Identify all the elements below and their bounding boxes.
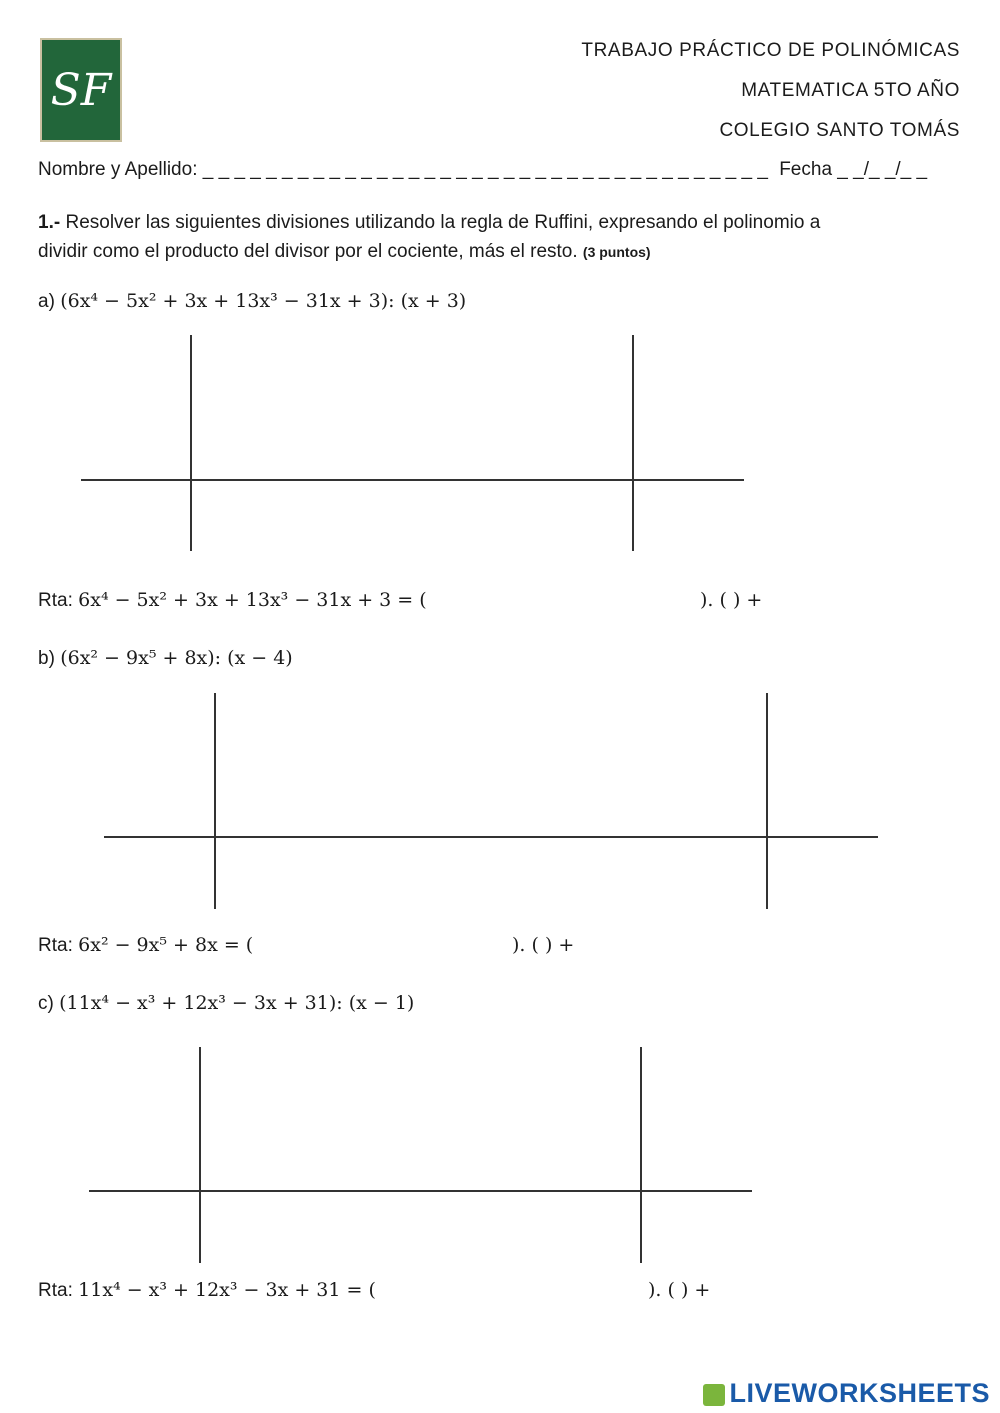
- item-b-expression: (6x² − 9x⁵ + 8x): (x − 4): [60, 647, 293, 669]
- item-c: [38, 992, 414, 1015]
- school-name: COLEGIO SANTO TOMÁS: [719, 120, 960, 141]
- item-b: [38, 647, 293, 670]
- answer-b-tail[interactable]: ). ( ) +: [512, 934, 575, 956]
- points-label: (3 puntos): [582, 244, 651, 260]
- brand-icon: [703, 1384, 725, 1406]
- answer-c-expression: 11x⁴ − x³ + 12x³ − 3x + 31 = (: [78, 1279, 376, 1301]
- subject-subtitle: MATEMATICA 5TO AÑO: [741, 80, 960, 101]
- liveworksheets-logo[interactable]: [703, 1378, 990, 1409]
- instruction-line2: dividir como el producto del divisor por el cociente, más el resto.: [38, 241, 578, 262]
- ruffini-a-area[interactable]: [81, 335, 744, 551]
- answer-b-label: Rta:: [38, 935, 73, 956]
- exercise-instruction-2: [38, 241, 651, 263]
- worksheet-title: TRABAJO PRÁCTICO DE POLINÓMICAS: [581, 40, 960, 61]
- ruffini-b-area[interactable]: [104, 693, 878, 909]
- date-label: Fecha: [779, 159, 833, 180]
- answer-b-expression: 6x² − 9x⁵ + 8x = (: [78, 934, 254, 956]
- name-blank[interactable]: _ _ _ _ _ _ _ _ _ _ _ _ _ _ _ _ _ _ _ _ _ _ _ _ _ _ _ _ _ _ _ _ _ _ _ _: [202, 159, 768, 180]
- date-blank[interactable]: _ _/_ _/_ _: [837, 159, 928, 180]
- answer-c-label: Rta:: [38, 1280, 73, 1301]
- item-c-label: c): [38, 993, 54, 1014]
- answer-a-label: Rta:: [38, 590, 73, 611]
- brand-text: LIVEWORKSHEETS: [729, 1378, 990, 1408]
- answer-c: [38, 1279, 376, 1302]
- exercise-number: 1.-: [38, 212, 61, 233]
- answer-a-expression: 6x⁴ − 5x² + 3x + 13x³ − 31x + 3 = (: [78, 589, 427, 611]
- ruffini-c-area[interactable]: [89, 1047, 752, 1263]
- name-label: Nombre y Apellido:: [38, 159, 198, 180]
- instruction-line1: Resolver las siguientes divisiones utilizando la regla de Ruffini, expresando el polinomio a: [65, 212, 821, 233]
- name-row: [38, 159, 927, 181]
- logo-letters: SF: [50, 64, 112, 116]
- item-c-expression: (11x⁴ − x³ + 12x³ − 3x + 31): (x − 1): [59, 992, 415, 1014]
- item-a-label: a): [38, 291, 55, 312]
- answer-a-tail[interactable]: ). ( ) +: [700, 589, 763, 611]
- item-b-label: b): [38, 648, 55, 669]
- answer-a: [38, 589, 427, 612]
- item-a: [38, 290, 466, 313]
- answer-b: [38, 934, 253, 957]
- school-logo: [40, 38, 122, 142]
- item-a-expression: (6x⁴ − 5x² + 3x + 13x³ − 31x + 3): (x + 3): [60, 290, 467, 312]
- exercise-instruction: [38, 212, 820, 234]
- answer-c-tail[interactable]: ). ( ) +: [648, 1279, 711, 1301]
